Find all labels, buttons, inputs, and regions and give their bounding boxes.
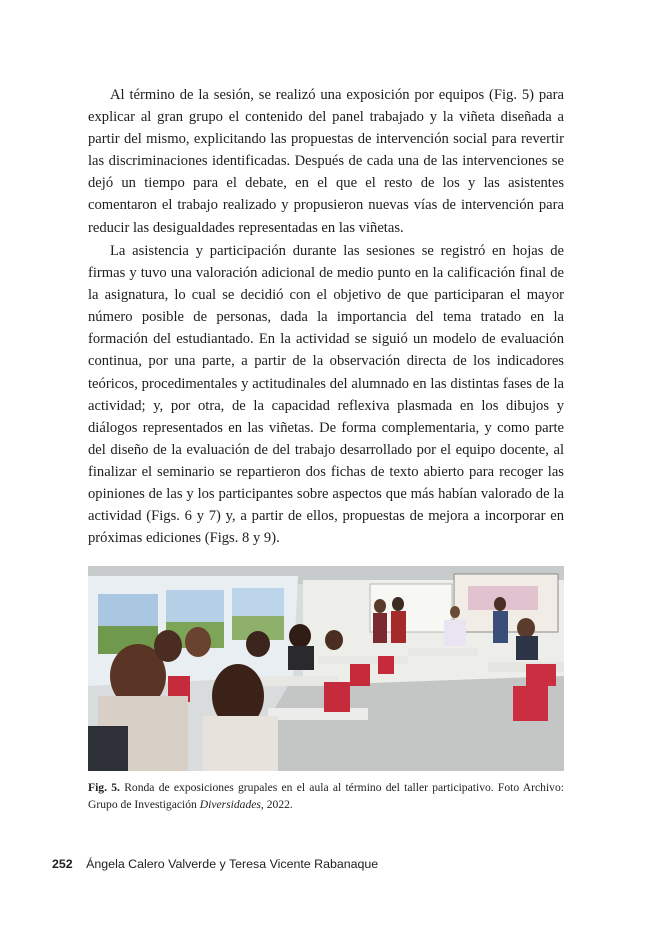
figure-caption-year: , 2022. [260, 798, 293, 811]
body-paragraph-1: Al término de la sesión, se realizó una exposición por equipos (Fig. 5) para explicar al gran grupo el contenido del panel trabajado y la viñeta diseñada a partir del mismo, explicitando las propuestas de intervención social para revertir las discriminaciones identificadas. Después de cada una de las intervenciones se dejó un tiempo para el debate, en el que el resto de los y las asistentes comentaron el trabajo realizado y propusieron nuevas vías de intervención para reducir las desigualdades representadas en las viñetas. [88, 87, 564, 236]
figure-label: Fig. 5. [88, 781, 120, 794]
figure-caption [88, 779, 564, 813]
body-paragraph-2: La asistencia y participación durante las sesiones se registró en hojas de firmas y tuvo una valoración adicional de medio punto en la calificación final de la asignatura, lo cual se decidió con el objetivo de que participaran el mayor número posible de personas, dada la importancia del tema tratado en la formación del estudiantado. En la actividad se siguió un modelo de evaluación continua, por una parte, a partir de la observación directa de los indicadores teóricos, procedimentales y actitudinales del alumnado en las distintas fases de la actividad; y, por otra, de la capacidad reflexiva plasmada en los dibujos y diálogos representados en las viñetas. De forma complementaria, y como parte del diseño de la evaluación de del trabajo desarrollado por el equipo docente, al finalizar el seminario se repartieron dos fichas de texto abierto para recoger las opiniones de las y los participantes sobre aspectos que más habían valorado de la actividad (Figs. 6 y 7) y, a partir de ellos, propuestas de mejora a incorporar en próximas ediciones (Figs. 8 y 9). [88, 243, 564, 547]
classroom-photo-illustration [88, 566, 564, 771]
page-number: 252 [52, 857, 73, 871]
footer-authors: Ángela Calero Valverde y Teresa Vicente Rabanaque [86, 857, 379, 871]
figure-photo [88, 566, 564, 771]
page-footer [52, 857, 572, 871]
figure-caption-group: Diversidades [199, 798, 261, 811]
figure-caption-text: Ronda de exposiciones grupales en el aula al término del taller participativo. Foto Archivo: Grupo de Investigación [88, 781, 564, 811]
